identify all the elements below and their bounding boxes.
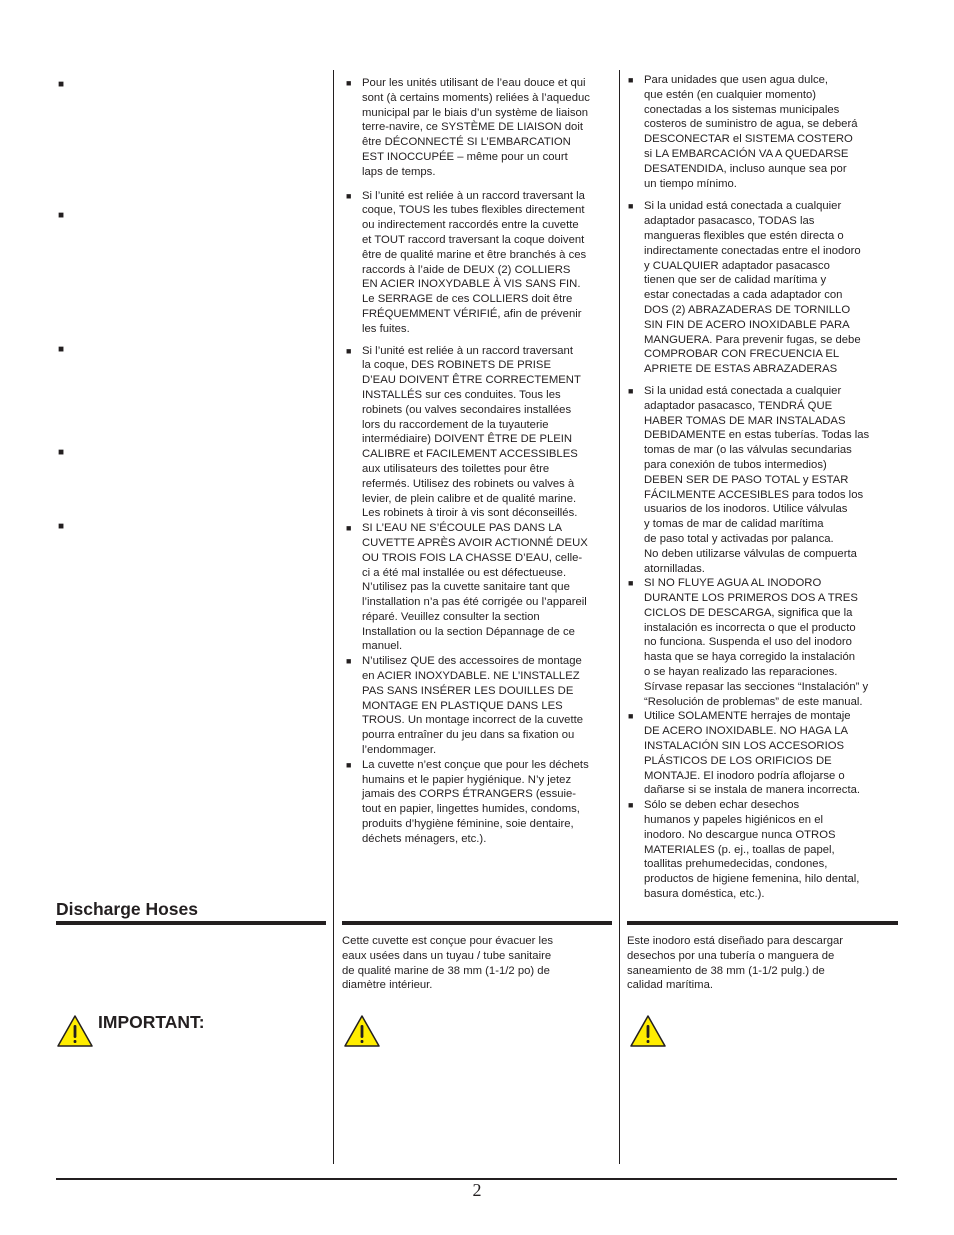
french-item-text: SI L’EAU NE S’ÉCOULE PAS DANS LA CUVETTE APRÈS AVOIR ACTIONNÉ DEUX OU TROIS FOIS LA CHASSE D’EAU, celle- ci a été mal installée ou est défectueuse. N’utilisez pas la cuvette sanitaire tant que l’installation n’a pas été corrigée ou l’appareil réparé. Veuillez consulter la section Installation ou la section Dépannage de ce manuel. <box>362 522 588 653</box>
spanish-item <box>622 199 907 377</box>
spanish-item-text: Si la unidad está conectada a cualquier adaptador pasacasco, TODAS las mangueras flexibles que estén directa o indirectamente conectadas entre el inodoro y CUALQUIER adaptador pasacasco tienen que ser de calidad marítima y estar conectadas a cada adaptador con DOS (2) ABRAZADERAS DE TORNILLO SIN FIN DE ACERO INOXIDABLE PARA MANGUERA. Para prevenir fugas, se debe COMPROBAR CON FRECUENCIA EL APRIETE DE ESTAS ABRAZADERAS <box>644 200 861 376</box>
french-item <box>340 344 620 522</box>
french-discharge-text: Cette cuvette est conçue pour évacuer les eaux usées dans un tuyau / tube sanitaire de qualité marine de 38 mm (1-1/2 po) de diamètre intérieur. <box>342 935 553 992</box>
spanish-discharge-text: Este inodoro está diseñado para descargar desechos por una tubería o manguera de saneamiento de 38 mm (1-1/2 pulg.) de calidad marítima. <box>627 935 844 992</box>
bullet-icon: ■ <box>346 523 352 534</box>
french-item <box>340 654 620 758</box>
spanish-item <box>622 709 907 798</box>
bullet-icon: ■ <box>628 75 634 85</box>
english-bullet-1: ■ <box>58 79 65 90</box>
spanish-item-text: Si la unidad está conectada a cualquier adaptador pasacasco, TENDRÁ QUE HABER TOMAS DE MAR INSTALADAS DEBIDAMENTE en estas tuberías. Todas las tomas de mar (o las válvulas secundarias para conexión de tubos intermedios) DEBEN SER DE PASO TOTAL y ESTAR FÁCILMENTE ACCESIBLES para todos los usuarios de los inodoros. Utilice válvulas y tomas de mar de calidad marítima de paso total y activadas por palanca. No deben utilizarse válvulas de compuerta atornilladas. <box>644 384 870 575</box>
section-rule-french <box>342 921 612 925</box>
spanish-item-text: Sólo se deben echar desechos humanos y papeles higiénicos en el inodoro. No descargue nunca OTROS MATERIALES (p. ej., toallas de papel, toallitas prehumedecidas, condones, productos de higiene femenina, hilo dental, basura doméstica, etc.). <box>644 799 860 901</box>
french-item <box>340 758 620 847</box>
bullet-icon: ■ <box>346 190 352 201</box>
french-safety-list <box>340 76 620 847</box>
section-rule-spanish <box>627 921 898 925</box>
warning-triangle-icon <box>343 1014 381 1048</box>
important-label: IMPORTANT: <box>98 1012 205 1032</box>
bullet-icon: ■ <box>628 201 634 212</box>
page-number: 2 <box>472 1180 482 1200</box>
bullet-icon: ■ <box>628 578 634 589</box>
french-item-text: La cuvette n’est conçue que pour les déchets humains et le papier hygiénique. N’y jetez jamais des CORPS ÉTRANGERS (essuie- tout en papier, lingettes humides, condoms, produits d’hygiène féminine, soie dentaire, déchets ménagers, etc.). <box>362 758 589 845</box>
spanish-item-text: Utilice SOLAMENTE herrajes de montaje DE ACERO INOXIDABLE. NO HAGA LA INSTALACIÓN SIN LOS ACCESORIOS PLÁSTICOS DE LOS ORIFICIOS DE MONTAJE. El inodoro podría aflojarse o dañarse si se instala de manera incorrecta. <box>644 710 861 797</box>
french-item <box>340 76 620 180</box>
french-item <box>340 521 620 654</box>
bullet-icon: ■ <box>346 656 352 667</box>
bullet-icon: ■ <box>628 711 634 722</box>
warning-triangle-icon <box>629 1014 667 1048</box>
bullet-icon: ■ <box>346 78 352 88</box>
english-bullet-4: ■ <box>58 447 65 458</box>
spanish-item <box>622 576 907 709</box>
spanish-item <box>622 73 907 191</box>
english-bullet-5: ■ <box>58 521 65 532</box>
bullet-icon: ■ <box>628 800 634 811</box>
french-item-text: Pour les unités utilisant de l’eau douce et qui sont (à certains moments) reliées à l’aqueduc municipal par le biais d’un système de liaison terre-navire, ce SYSTÈME DE LIAISON doit être DÉCONNECTÉ SI L’EMBARCATION EST INOCCUPÉE – même pour un court laps de temps. <box>362 77 590 178</box>
french-item-text: N’utilisez QUE des accessoires de montage en ACIER INOXYDABLE. NE L’INSTALLEZ PAS SANS INSÉRER LES DOUILLES DE MONTAGE EN PLASTIQUE DANS LES TROUS. Un montage incorrect de la cuvette pourra entraîner du jeu dans sa fixation ou l’endommager. <box>362 655 584 757</box>
column-divider-left <box>333 70 334 1164</box>
spanish-item <box>622 384 907 576</box>
french-item-text: Si l’unité est reliée à un raccord traversant la coque, TOUS les tubes flexibles directement ou indirectement raccordés entre la cuvette et TOUT raccord traversant la coque doivent être de qualité marine et être branchés à ces raccords à l’aide de DEUX (2) COLLIERS EN ACIER INOXYDABLE À VIS SANS FIN. Le SERRAGE de ces COLLIERS doit être FRÉQUEMMENT VÉRIFIÉ, afin de prévenir les fuites. <box>362 189 587 335</box>
section-rule-english <box>56 921 326 925</box>
bullet-icon: ■ <box>346 345 352 356</box>
section-heading-discharge-hoses: Discharge Hoses <box>56 899 199 919</box>
spanish-item <box>622 798 907 902</box>
spanish-item-text: Para unidades que usen agua dulce, que estén (en cualquier momento) conectadas a los sistemas municipales costeros de suministro de agua, se deberá DESCONECTAR el SISTEMA COSTERO si LA EMBARCACIÓN VA A QUEDARSE DESATENDIDA, incluso aunque sea por un tiempo mínimo. <box>644 74 858 190</box>
spanish-safety-list <box>622 73 907 902</box>
bullet-icon: ■ <box>346 759 352 770</box>
french-item-text: Si l’unité est reliée à un raccord traversant la coque, DES ROBINETS DE PRISE D’EAU DOIVENT ÊTRE CORRECTEMENT INSTALLÉS sur ces conduites. Tous les robinets (ou valves secondaires installées lors du raccordement de la tuyauterie intermédiaire) DOIVENT ÊTRE DE PLEIN CALIBRE et FACILEMENT ACCESSIBLES aux utilisateurs des toilettes pour être refermés. Utilisez des robinets ou valves à levier, de plein calibre et de qualité marine. Les robinets à tiroir à vis sont déconseillés. <box>362 344 581 520</box>
english-bullet-2: ■ <box>58 210 65 221</box>
warning-triangle-icon <box>56 1014 94 1048</box>
english-bullet-3: ■ <box>58 344 65 355</box>
french-item <box>340 189 620 337</box>
spanish-item-text: SI NO FLUYE AGUA AL INODORO DURANTE LOS PRIMEROS DOS A TRES CICLOS DE DESCARGA, significa que la instalación es incorrecta o que el producto no funciona. Suspenda el uso del inodoro hasta que se haya corregido la instalación o se hayan realizado las reparaciones. Sírvase repasar las secciones “Instalación” y “Resolución de problemas” de este manual. <box>644 577 869 708</box>
bullet-icon: ■ <box>628 385 634 396</box>
